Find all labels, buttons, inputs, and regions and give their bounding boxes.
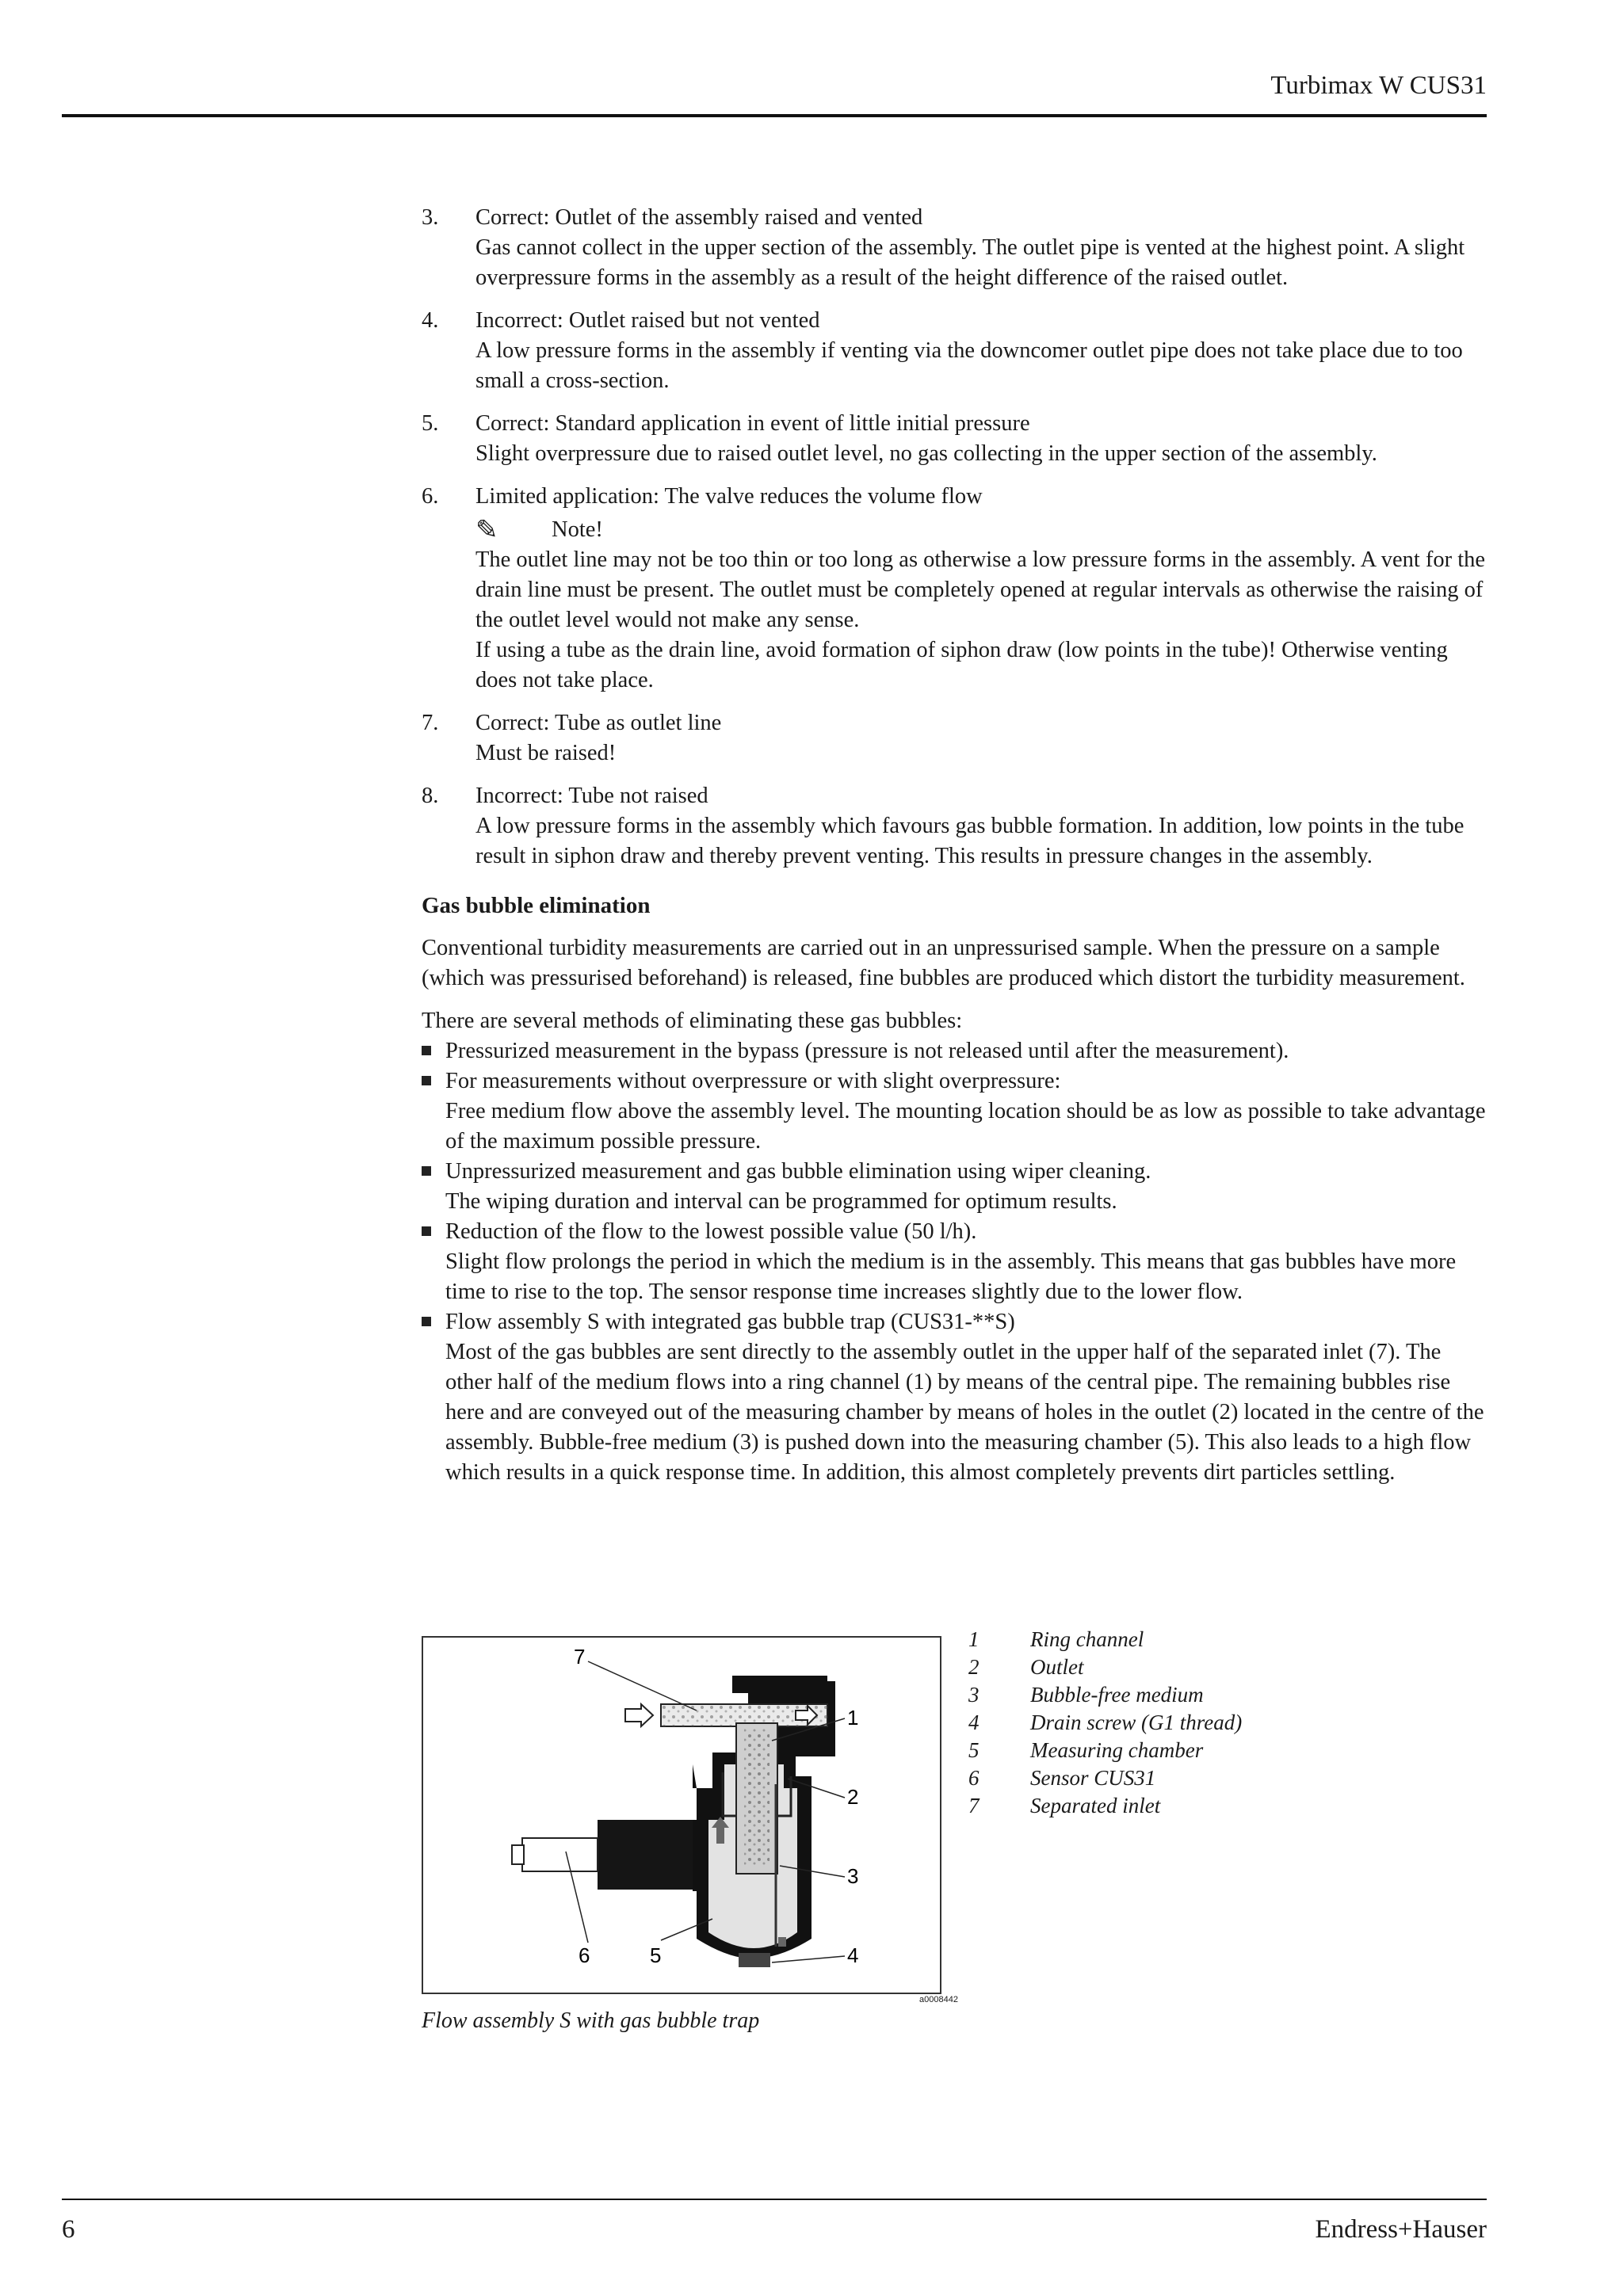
square-bullet-icon (422, 1317, 431, 1326)
item-title: Correct: Standard application in event of little initial pressure (475, 411, 1030, 436)
callout-1: 1 (847, 1706, 859, 1730)
flow-assembly-figure (422, 1636, 941, 1994)
bullet-text: Flow assembly S with integrated gas bubble trap (CUS31-**S) (445, 1310, 1015, 1334)
footer-brand: Endress+Hauser (1315, 2215, 1487, 2244)
item-title: Correct: Outlet of the assembly raised and vented (475, 205, 923, 230)
legend-row (968, 1681, 1242, 1709)
legend-row (968, 1709, 1242, 1737)
item-number: 4. (422, 308, 439, 333)
square-bullet-icon (422, 1076, 431, 1085)
header-rule (62, 114, 1487, 117)
callout-5: 5 (650, 1943, 662, 1967)
callout-3: 3 (847, 1864, 859, 1888)
item-text: Must be raised! (475, 741, 617, 765)
down-arrow-icon (778, 1937, 786, 1947)
pencil-icon: ✎ (475, 514, 498, 546)
legend-row (968, 1653, 1242, 1681)
main-content (422, 203, 1488, 1488)
legend-number: 7 (968, 1794, 980, 1817)
legend-number: 2 (968, 1655, 980, 1679)
legend-number: 3 (968, 1683, 980, 1707)
bullet-item (422, 1066, 1488, 1157)
figure-legend (968, 1626, 1242, 1820)
legend-number: 6 (968, 1766, 980, 1790)
figure-caption: Flow assembly S with gas bubble trap (422, 2008, 760, 2033)
callout-2: 2 (847, 1785, 859, 1809)
figure-code: a0008442 (919, 1995, 958, 2004)
legend-number: 4 (968, 1711, 980, 1734)
list-item (422, 708, 1488, 769)
bullet-text: For measurements without overpressure or with slight overpressure: (445, 1069, 1061, 1093)
legend-label: Outlet (1030, 1655, 1084, 1679)
item-number: 6. (422, 484, 439, 509)
item-number: 8. (422, 784, 439, 808)
list-item (422, 203, 1488, 293)
bullet-list (422, 1036, 1488, 1488)
bullet-detail: Slight flow prolongs the period in which the medium is in the assembly. This means that gas bubbles have more time to rise to the top. The sensor response time increases slightly due to the lower flow. (445, 1249, 1457, 1304)
item-number: 5. (422, 411, 439, 436)
drain-screw (739, 1953, 770, 1967)
legend-label: Measuring chamber (1030, 1738, 1204, 1762)
legend-label: Ring channel (1030, 1627, 1144, 1651)
note-label: Note! (552, 517, 603, 542)
list-item (422, 781, 1488, 871)
bullet-detail: Most of the gas bubbles are sent directly to the assembly outlet in the upper half of the separated inlet (7). The other half of the medium flows into a ring channel (1) by means of the central pipe. The remaining bubbles rise here and are conveyed out of the measuring chamber by means of holes in the outlet (2) located in the centre of the assembly. Bubble-free medium (3) is pushed down into the measuring chamber (5). This also leads to a high flow which results in a quick response time. In addition, this almost completely prevents dirt particles settling. (445, 1340, 1484, 1485)
legend-number: 5 (968, 1738, 980, 1762)
flow-assembly-diagram (423, 1638, 940, 1993)
callout-4: 4 (847, 1943, 859, 1967)
note-text-2: If using a tube as the drain line, avoid formation of siphon draw (low points in the tube)! Otherwise venting does not take place. (475, 638, 1448, 692)
square-bullet-icon (422, 1226, 431, 1236)
note-text: The outlet line may not be too thin or too long as otherwise a low pressure forms in the assembly. A vent for the drain line must be present. The outlet must be completely opened at regular intervals as otherwise the raising of the outlet level would not make any sense. (475, 547, 1486, 632)
item-title: Limited application: The valve reduces the volume flow (475, 484, 983, 509)
legend-row (968, 1764, 1242, 1792)
item-number: 7. (422, 711, 439, 735)
item-number: 3. (422, 205, 439, 230)
list-item (422, 306, 1488, 396)
sensor-housing (598, 1820, 697, 1890)
leader-line (588, 1661, 697, 1711)
item-title: Incorrect: Outlet raised but not vented (475, 308, 820, 333)
callout-7: 7 (574, 1645, 586, 1669)
legend-number: 1 (968, 1627, 980, 1651)
leader-line (772, 1956, 845, 1962)
bullet-item (422, 1307, 1488, 1488)
bullet-item (422, 1157, 1488, 1217)
item-text: A low pressure forms in the assembly if venting via the downcomer outlet pipe does not take place due to too small a cross-section. (475, 338, 1463, 393)
top-cap (732, 1676, 827, 1693)
bullet-text: Pressurized measurement in the bypass (pressure is not released until after the measurement). (445, 1039, 1289, 1063)
item-title: Correct: Tube as outlet line (475, 711, 722, 735)
list-item (422, 482, 1488, 696)
sensor-tip (512, 1845, 524, 1864)
legend-label: Bubble-free medium (1030, 1683, 1204, 1707)
paragraph: There are several methods of eliminating these gas bubbles: (422, 1009, 963, 1033)
bullet-detail: Free medium flow above the assembly level. The mounting location should be as low as possible to take advantage of the maximum possible pressure. (445, 1099, 1486, 1154)
legend-row (968, 1792, 1242, 1820)
legend-label: Sensor CUS31 (1030, 1766, 1156, 1790)
item-text: Gas cannot collect in the upper section of the assembly. The outlet pipe is vented at the highest point. A slight overpressure forms in the assembly as a result of the height difference of the raised outlet. (475, 235, 1465, 290)
page-number: 6 (62, 2215, 75, 2244)
legend-row (968, 1737, 1242, 1764)
item-text: Slight overpressure due to raised outlet level, no gas collecting in the upper section of the assembly. (475, 441, 1377, 466)
section-heading: Gas bubble elimination (422, 893, 651, 918)
square-bullet-icon (422, 1046, 431, 1055)
list-item (422, 409, 1488, 469)
bullet-item (422, 1036, 1488, 1066)
bullet-text: Reduction of the flow to the lowest possible value (50 l/h). (445, 1219, 977, 1244)
legend-row (968, 1626, 1242, 1653)
callout-6: 6 (579, 1943, 590, 1967)
footer-rule (62, 2199, 1487, 2200)
item-title: Incorrect: Tube not raised (475, 784, 708, 808)
paragraph: Conventional turbidity measurements are carried out in an unpressurised sample. When the pressure on a sample (which was pressurised beforehand) is released, fine bubbles are produced which distort the turbidity measurement. (422, 936, 1465, 990)
inlet-arrow-icon (625, 1704, 653, 1726)
bullet-item (422, 1217, 1488, 1307)
central-pipe-bubbles (744, 1729, 769, 1867)
note (475, 515, 1488, 545)
item-text: A low pressure forms in the assembly which favours gas bubble formation. In addition, low points in the tube result in siphon draw and thereby prevent venting. This results in pressure changes in the assembly. (475, 814, 1465, 868)
bullet-detail: The wiping duration and interval can be programmed for optimum results. (445, 1189, 1117, 1214)
sensor-shaft (522, 1838, 598, 1871)
legend-label: Separated inlet (1030, 1794, 1161, 1817)
page-header-title: Turbimax W CUS31 (1270, 71, 1487, 100)
square-bullet-icon (422, 1166, 431, 1176)
legend-label: Drain screw (G1 thread) (1030, 1711, 1243, 1734)
bullet-text: Unpressurized measurement and gas bubble elimination using wiper cleaning. (445, 1159, 1151, 1184)
